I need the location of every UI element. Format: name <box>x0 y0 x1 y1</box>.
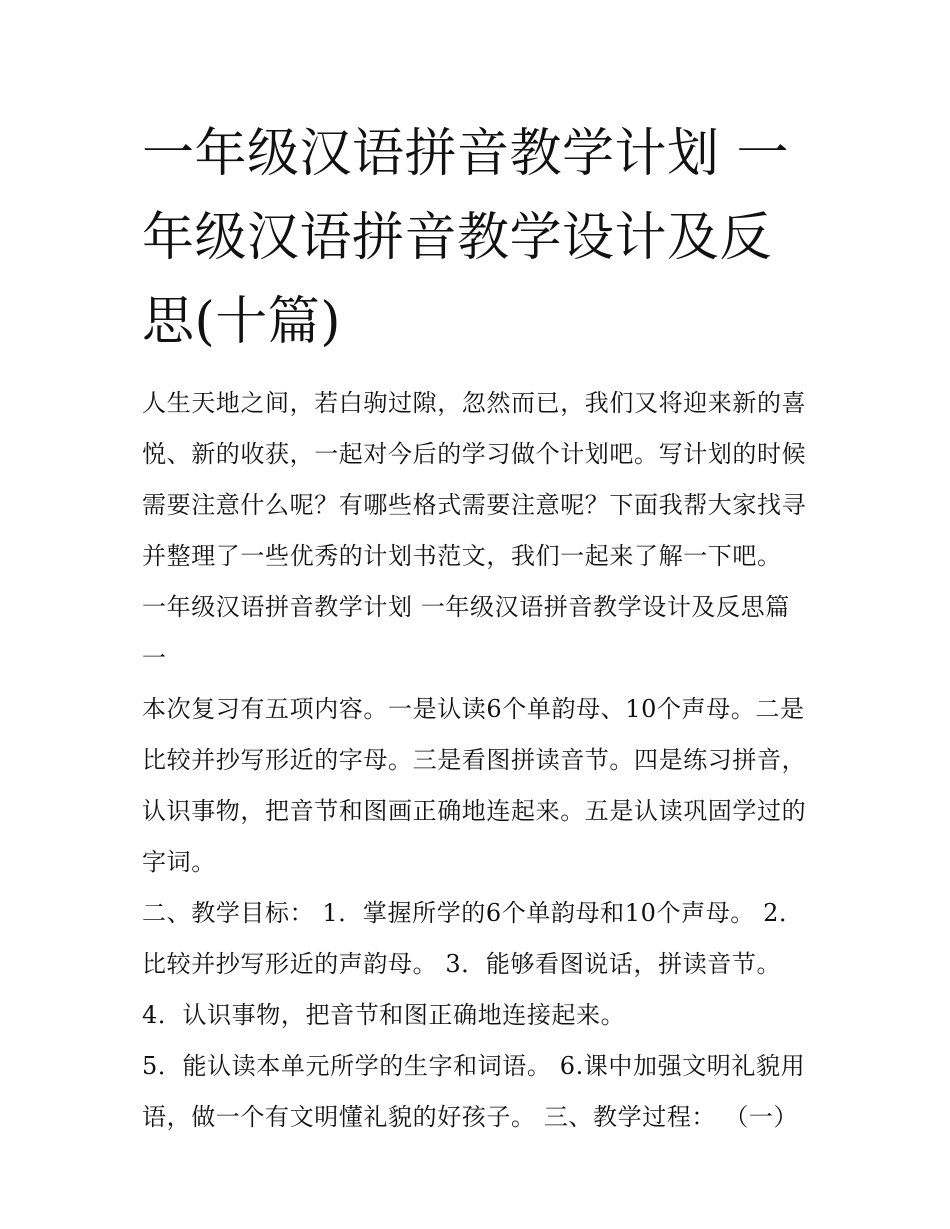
document-title: 一年级汉语拼音教学计划 一年级汉语拼音教学设计及反思(十篇) <box>142 124 790 352</box>
review-content-paragraph: 本次复习有五项内容。一是认读6个单韵母、10个声母。二是比较并抄写形近的字母。三是看图拼读音节。四是练习拼音，认识事物，把音节和图画正确地连起来。五是认读巩固学过的字词。 <box>142 695 807 876</box>
goal-4-paragraph: 4．认识事物，把音节和图正确地连接起来。 <box>142 1001 626 1029</box>
section-heading: 一年级汉语拼音教学计划 一年级汉语拼音教学设计及反思篇一 <box>142 593 790 672</box>
goal-5-6-paragraph: 5．能认读本单元所学的生字和词语。 6.课中加强文明礼貌用语，做一个有文明懂礼貌的好孩子。 三、教学过程： （一） <box>142 1052 806 1131</box>
document-page <box>142 112 814 1143</box>
intro-paragraph: 人生天地之间，若白驹过隙，忽然而已，我们又将迎来新的喜悦、新的收获，一起对今后的学习做个计划吧。写计划的时候需要注意什么呢？有哪些格式需要注意呢？下面我帮大家找寻并整理了一些优秀的计划书范文，我们一起来了解一下吧。 <box>142 389 807 570</box>
teaching-goals-paragraph: 二、教学目标： 1．掌握所学的6个单韵母和10个声母。 2．比较并抄写形近的声韵母。 3．能够看图说话，拼读音节。 <box>142 899 804 978</box>
